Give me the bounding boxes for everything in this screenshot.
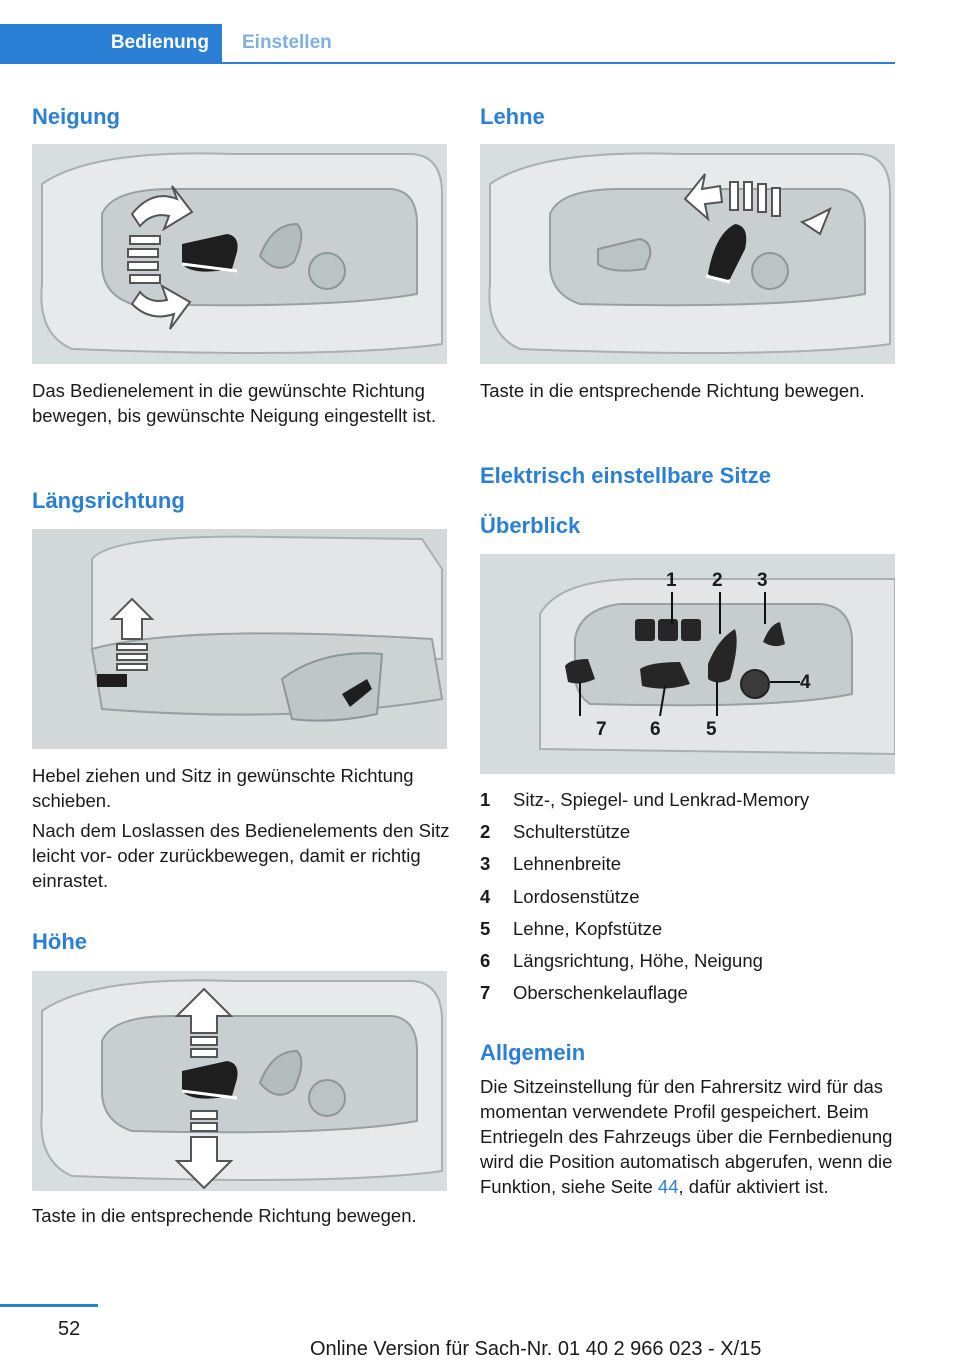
figure-laengsrichtung [32, 529, 447, 749]
heading-elektrisch: Elektrisch einstellbare Sitze [480, 463, 772, 488]
list-item: 3 Lehnenbreite [480, 853, 622, 875]
callout-1: 1 [666, 570, 677, 591]
footer-rule [0, 1304, 98, 1307]
figure-neigung [32, 144, 447, 364]
heading-ueberblick: Überblick [480, 513, 581, 538]
heading-lehne: Lehne [480, 104, 545, 129]
text-laengsrichtung-2: Nach dem Loslassen des Bedienelements den Sitz leicht vor- oder zurückbewegen, damit er richtig einrastet. [32, 820, 450, 891]
list-item: 7 Oberschenkelauflage [480, 982, 688, 1004]
callout-6: 6 [650, 719, 661, 740]
overview-list [480, 786, 900, 1011]
text-neigung: Das Bedienelement in die gewünschte Richtung bewegen, bis gewünschte Neigung eingestellt ist. [32, 380, 437, 426]
text-allgemein-part2: , dafür aktiviert ist. [678, 1176, 829, 1197]
text-allgemein [480, 1074, 900, 1199]
figure-lehne [480, 144, 895, 364]
callout-4: 4 [800, 672, 811, 693]
heading-hoehe: Höhe [32, 929, 87, 954]
text-lehne: Taste in die entsprechende Richtung bewegen. [480, 380, 865, 401]
figure-hoehe [32, 971, 447, 1191]
text-allgemein-part1: Die Sitzeinstellung für den Fahrersitz wird für das momentan verwendete Profil gespeichert. Beim Entriegeln des Fahrzeugs über die Fernbedienung wird die Position automatisch abgerufen, wenn die Funktion, siehe Seite [480, 1076, 893, 1197]
list-item: 5 Lehne, Kopfstütze [480, 917, 663, 939]
header-tabbar [0, 24, 895, 64]
tab-einstellen[interactable]: Einstellen [242, 32, 332, 53]
callout-2: 2 [712, 570, 723, 591]
callout-5: 5 [706, 719, 717, 740]
text-hoehe: Taste in die entsprechende Richtung bewegen. [32, 1205, 417, 1226]
callout-3: 3 [757, 570, 768, 591]
heading-allgemein: Allgemein [480, 1040, 586, 1065]
list-item: 6 Längsrichtung, Höhe, Neigung [480, 949, 763, 971]
heading-neigung: Neigung [32, 104, 120, 129]
page-link-44[interactable]: 44 [657, 1176, 679, 1197]
heading-laengsrichtung: Längsrichtung [32, 488, 185, 513]
list-item: 2 Schulterstütze [480, 821, 631, 843]
callout-7: 7 [596, 719, 607, 740]
list-item: 4 Lordosenstütze [480, 885, 640, 907]
tab-bedienung[interactable]: Bedienung [0, 24, 222, 62]
figure-ueberblick [480, 554, 895, 774]
footer-version-text: Online Version für Sach-Nr. 01 40 2 966 023 - X/15 [310, 1338, 762, 1360]
list-item: 1 Sitz-, Spiegel- und Lenkrad-Memory [480, 789, 810, 810]
text-laengsrichtung-1: Hebel ziehen und Sitz in gewünschte Richtung schieben. [32, 765, 414, 811]
page-number: 52 [58, 1318, 81, 1340]
